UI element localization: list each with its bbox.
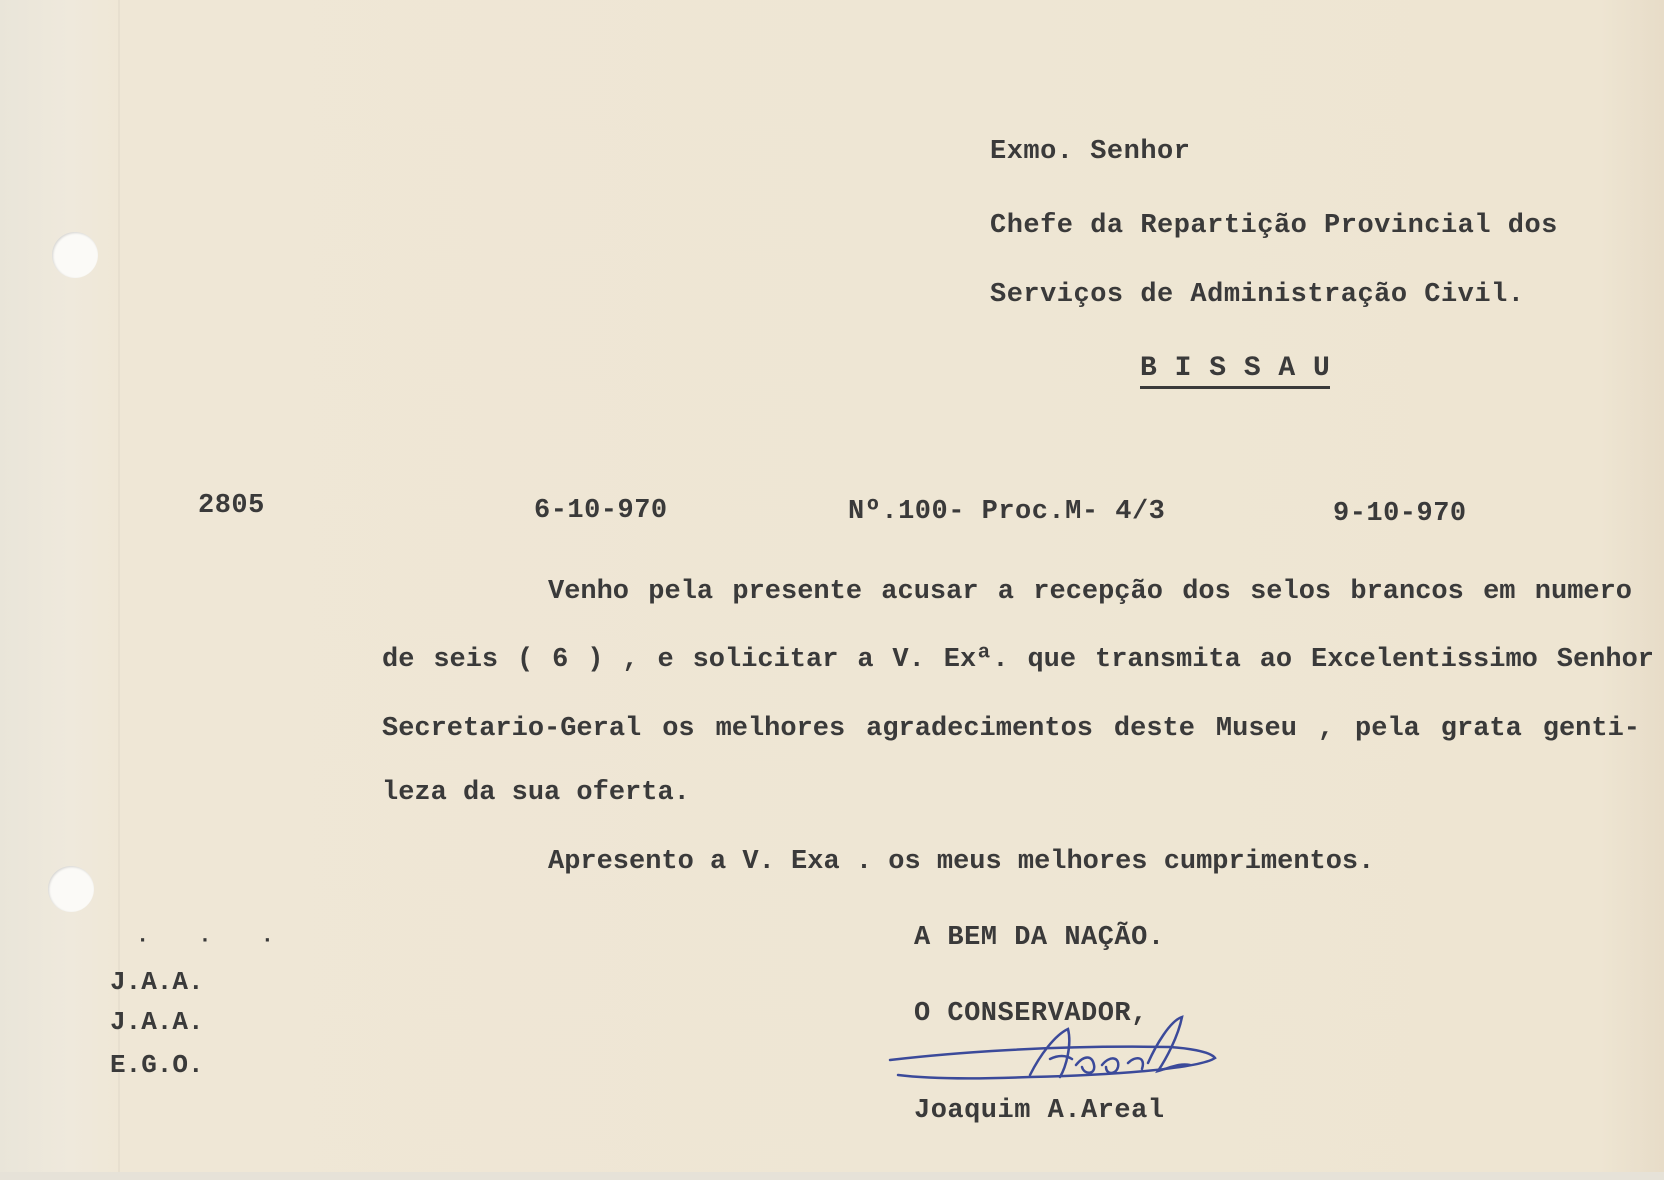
- signatory-name: Joaquim A.Areal: [914, 1096, 1165, 1126]
- body-line-3: [382, 714, 1640, 744]
- ref-process: Nº.100- Proc.M- 4/3: [848, 497, 1166, 527]
- salutation: Exmo. Senhor: [990, 137, 1191, 167]
- closing-motto: A BEM DA NAÇÃO.: [914, 923, 1165, 953]
- initials-3: E.G.O.: [110, 1050, 204, 1080]
- body-line-3-text: Secretario-Geral os melhores agradecimentos deste Museu , pela grata genti-: [382, 714, 1640, 744]
- paper-fold-shadow: [118, 0, 120, 1180]
- body-line-1: [548, 577, 1632, 607]
- paper-bottom-edge: [0, 1172, 1664, 1180]
- punch-hole-top: [52, 232, 98, 278]
- city-text: B I S S A U: [1140, 353, 1330, 389]
- initials-1: J.A.A.: [110, 967, 204, 997]
- closing-title: O CONSERVADOR,: [914, 999, 1148, 1029]
- addressee-city: [1140, 353, 1330, 384]
- body-line-1-text: Venho pela presente acusar a recepção dos selos brancos em numero: [548, 577, 1632, 607]
- ref-number: 2805: [198, 491, 265, 521]
- body-line-4: leza da sua oferta.: [382, 778, 690, 808]
- addressee-line-1: Chefe da Repartição Provincial dos: [990, 211, 1558, 241]
- punch-hole-bottom: [48, 866, 94, 912]
- initials-dots: · · ·: [136, 928, 293, 953]
- initials-2: J.A.A.: [110, 1007, 204, 1037]
- body-paragraph-2: Apresento a V. Exa . os meus melhores cumprimentos.: [548, 847, 1375, 877]
- ref-date-received: 6-10-970: [534, 496, 668, 526]
- ref-date-sent: 9-10-970: [1333, 499, 1467, 529]
- signature: [880, 1005, 1230, 1105]
- body-line-2: [382, 645, 1654, 675]
- addressee-line-2: Serviços de Administração Civil.: [990, 280, 1525, 310]
- body-line-2-text: de seis ( 6 ) , e solicitar a V. Exª. que transmita ao Excelentissimo Senhor: [382, 645, 1654, 675]
